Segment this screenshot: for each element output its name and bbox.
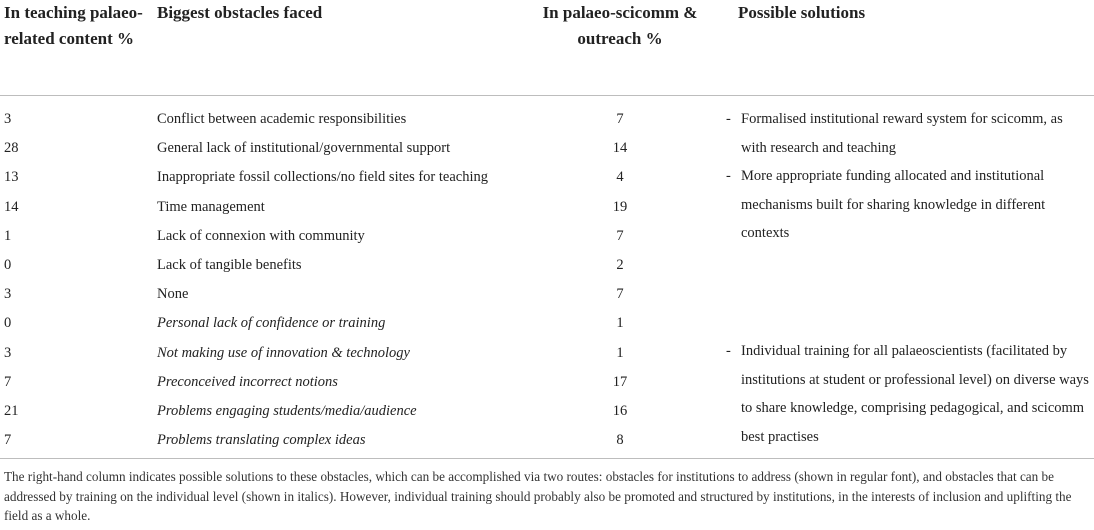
solution-dash: - [726, 343, 731, 359]
teaching-percent: 3 [4, 344, 12, 361]
teaching-percent: 3 [4, 286, 12, 303]
teaching-percent: 28 [4, 140, 19, 157]
table-row [0, 255, 1094, 284]
obstacle-label: Problems translating complex ideas [157, 432, 366, 449]
table-row [0, 284, 1094, 313]
scicomm-percent: 7 [616, 286, 624, 303]
header-solutions: Possible solutions [738, 3, 866, 22]
teaching-percent: 7 [4, 373, 12, 390]
scicomm-percent: 8 [616, 432, 624, 449]
scicomm-percent: 14 [612, 140, 628, 157]
scicomm-percent: 7 [616, 111, 624, 127]
obstacle-label: Lack of tangible benefits [157, 257, 302, 273]
table-footnote: The right-hand column indicates possible solutions to these obstacles, which can be accomplished via two routes: obstacles for institutions to address (shown in regular font), and obstacles that can be addressed by training on the individual level (shown in italics). However, individual training should probably also be promoted and structured by institutions, in the interests of inclusion and uplifting the field as a whole. [4, 469, 1072, 523]
solution-dash: - [726, 168, 731, 184]
teaching-percent: 0 [4, 257, 12, 273]
scicomm-percent: 1 [616, 315, 624, 332]
obstacle-label: Not making use of innovation & technology [157, 344, 410, 361]
obstacle-label: Problems engaging students/media/audience [157, 403, 417, 419]
teaching-percent: 1 [4, 227, 12, 244]
scicomm-percent: 16 [612, 403, 628, 419]
footer-rule [0, 458, 1094, 459]
solution-text: Formalised institutional reward system for scicomm, as with research and teaching [741, 111, 1063, 156]
header-obstacles: Biggest obstacles faced [157, 3, 323, 22]
header-scicomm: In palaeo-scicomm & outreach % [542, 3, 698, 48]
teaching-percent: 14 [4, 198, 19, 215]
scicomm-percent: 1 [616, 344, 624, 361]
obstacle-label: Personal lack of confidence or training [157, 315, 386, 332]
teaching-percent: 0 [4, 315, 12, 332]
scicomm-percent: 17 [612, 373, 628, 390]
scicomm-percent: 7 [616, 227, 624, 244]
scicomm-percent: 19 [612, 198, 628, 215]
scicomm-percent: 2 [616, 257, 624, 273]
solution-text: Individual training for all palaeoscientists (facilitated by institutions at student or professional level) on diverse ways to share knowledge, comprising pedagogical, and scicomm best practises [741, 343, 1089, 445]
obstacle-label: General lack of institutional/governmental support [157, 140, 451, 157]
scicomm-percent: 4 [616, 169, 624, 186]
obstacle-label: None [157, 286, 189, 303]
teaching-percent: 13 [4, 169, 19, 186]
teaching-percent: 7 [4, 432, 12, 449]
teaching-percent: 3 [4, 111, 12, 127]
solution-dash: - [726, 111, 731, 127]
solution-text: More appropriate funding allocated and institutional mechanisms built for sharing knowledge in different contexts [741, 168, 1046, 241]
solution-3 [726, 337, 1092, 451]
solution-2 [726, 162, 1092, 248]
table-header [0, 0, 1094, 96]
obstacle-label: Conflict between academic responsibilities [157, 111, 407, 127]
solution-1 [726, 105, 1092, 162]
obstacle-label: Inappropriate fossil collections/no field sites for teaching [157, 169, 488, 186]
obstacle-label: Lack of connexion with community [157, 227, 365, 244]
obstacle-label: Time management [157, 198, 265, 215]
obstacle-label: Preconceived incorrect notions [157, 373, 338, 390]
header-teaching: In teaching palaeo-related content % [4, 3, 143, 48]
teaching-percent: 21 [4, 403, 19, 419]
header-rule [0, 95, 1094, 96]
